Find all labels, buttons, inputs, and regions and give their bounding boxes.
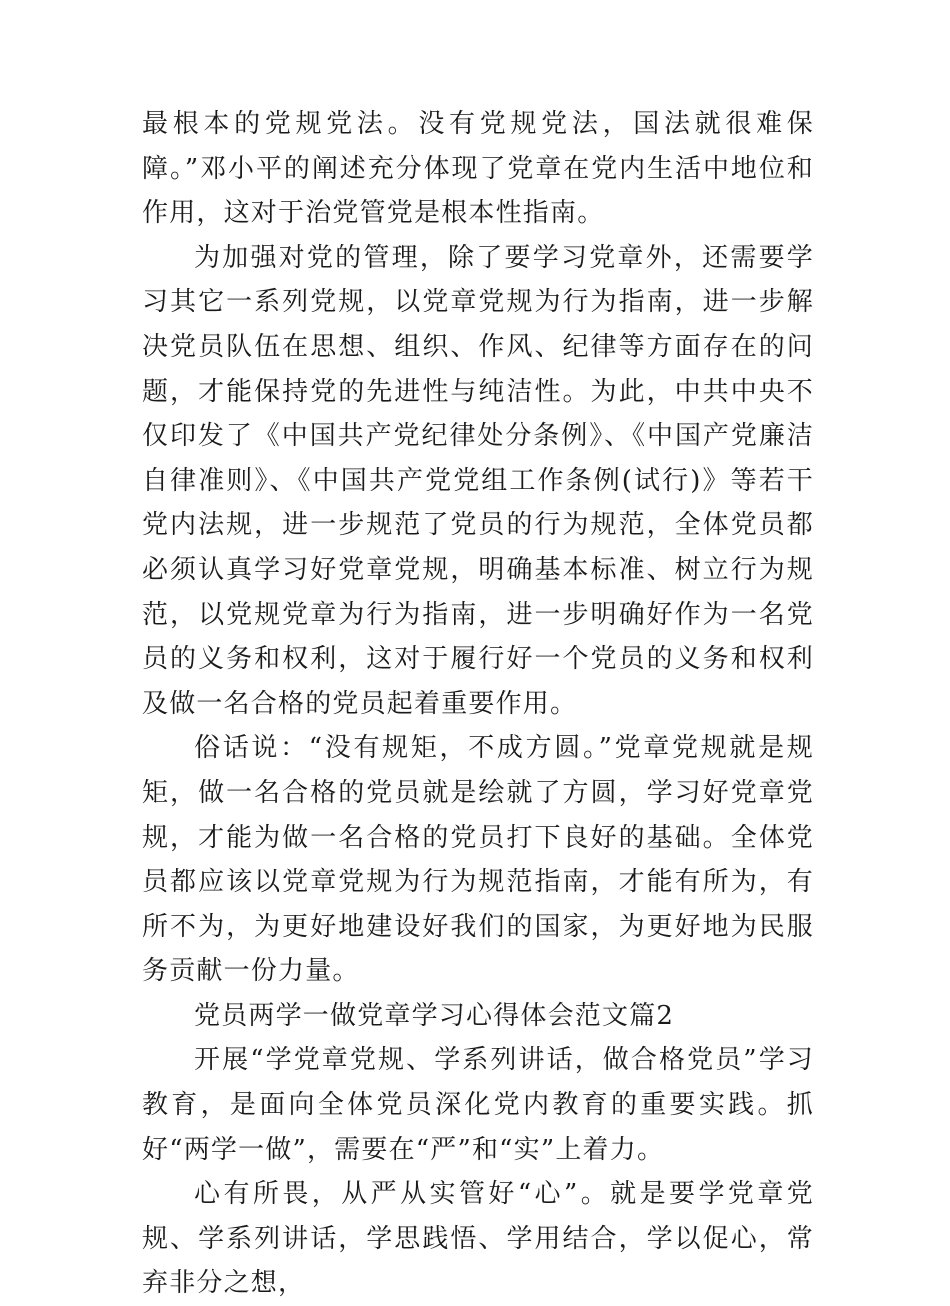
paragraph-two-studies-one-action: 开展“学党章党规、学系列讲话，做合格党员”学习教育，是面向全体党员深化党内教育的重要实践。抓好“两学一做”，需要在“严”和“实”上着力。 [142, 1045, 814, 1165]
paragraph-rules-and-square: 俗话说：“没有规矩，不成方圆。”党章党规就是规矩，做一名合格的党员就是绘就了方圆，学习好党章党规，才能为做一名合格的党员打下良好的基础。全体党员都应该以党章党规为行为规范指南，才能有所为，有所不为，为更好地建设好我们的国家，为更好地为民服务贡献一份力量。 [142, 733, 814, 987]
paragraph-party-rules-management: 为加强对党的管理，除了要学习党章外，还需要学习其它一系列党规，以党章党规为行为指南，进一步解决党员队伍在思想、组织、作风、纪律等方面存在的问题，才能保持党的先进性与纯洁性。为此，中共中央不仅印发了《中国共产党纪律处分条例》、《中国产党廉洁自律准则》、《中国共产党党组工作条例(试行)》等若干党内法规，进一步规范了党员的行为规范，全体党员都必须认真学习好党章党规，明确基本标准、树立行为规范，以党规党章为行为指南，进一步明确好作为一名党员的义务和权利，这对于履行好一个党员的义务和权利及做一名合格的党员起着重要作用。 [142, 242, 814, 719]
document-body [142, 102, 814, 1306]
paragraph-strict-and-practical: 心有所畏，从严从实管好“心”。就是要学党章党规、学系列讲话，学思践悟、学用结合，学以促心，常弃非分之想， [142, 1179, 814, 1299]
paragraph-continuation: 最根本的党规党法。没有党规党法，国法就很难保障。”邓小平的阐述充分体现了党章在党内生活中地位和作用，这对于治党管党是根本性指南。 [142, 109, 814, 229]
section-heading: 党员两学一做党章学习心得体会范文篇2 [194, 1000, 675, 1031]
